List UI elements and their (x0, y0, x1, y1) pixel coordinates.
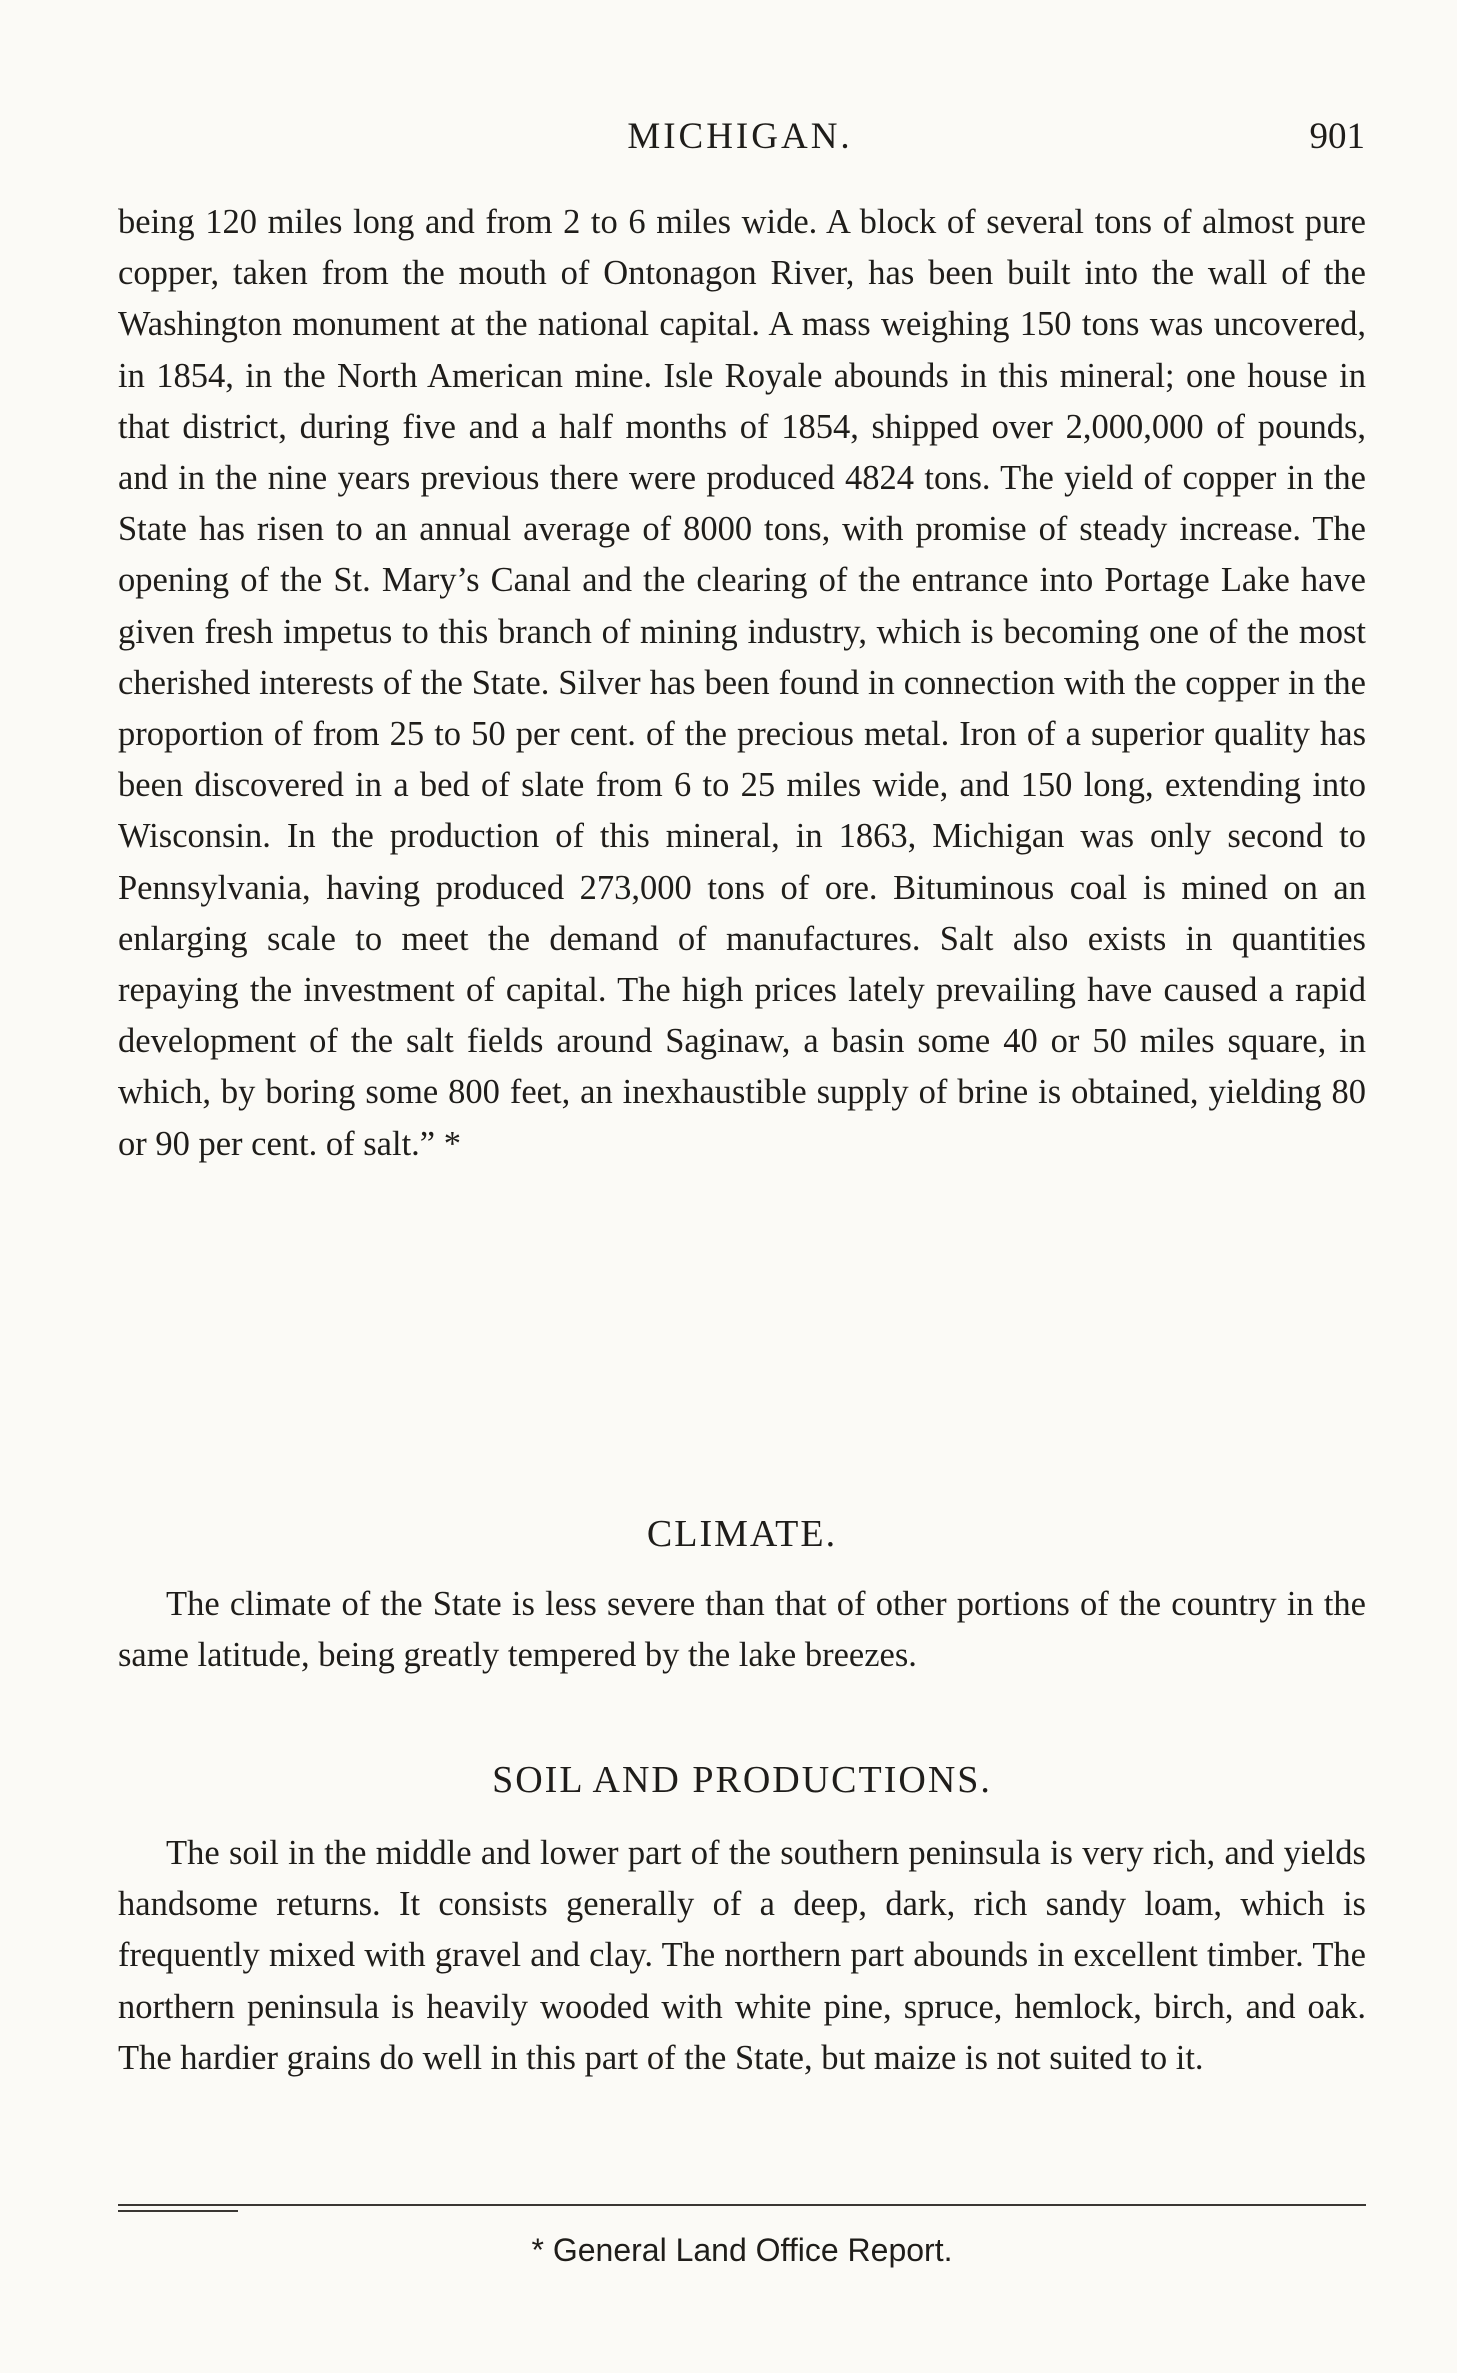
page-number: 901 (1309, 116, 1365, 157)
footnote-rule-short (118, 2210, 238, 2212)
footnote: * General Land Office Report. (531, 2232, 953, 2268)
paragraph-soil: The soil in the middle and lower part of the southern peninsula is very rich, and yields handsome returns. It consists generally of a deep, dark, rich sandy loam, which is frequently mixed with gravel and clay. The northern part abounds in excellent timber. The northern peninsula is heavily wooded with white pine, spruce, hemlock, birch, and oak. The hardier grains do well in this part of the State, but maize is not suited to it. (118, 1834, 1366, 2077)
paragraph-climate: The climate of the State is less severe than that of other portions of the country in the same latitude, being greatly tempered by the lake breezes. (118, 1585, 1366, 1675)
running-title: MICHIGAN. (627, 116, 853, 157)
heading-soil-and-productions: SOIL AND PRODUCTIONS. (492, 1759, 992, 1801)
footnote-rule (118, 2204, 1366, 2206)
paragraph-mining: being 120 miles long and from 2 to 6 miles wide. A block of several tons of almost pure copper, taken from the mouth of Ontonagon River, has been built into the wall of the Washington monument at the national capital. A mass weighing 150 tons was uncovered, in 1854, in the North American mine. Isle Royale abounds in this mineral; one house in that district, during five and a half months of 1854, shipped over 2,000,000 of pounds, and in the nine years previous there were produced 4824 tons. The yield of copper in the State has risen to an annual average of 8000 tons, with promise of steady increase. The opening of the St. Mary’s Canal and the clearing of the entrance into Portage Lake have given fresh impetus to this branch of mining industry, which is becoming one of the most cherished interests of the State. Silver has been found in connection with the copper in the proportion of from 25 to 50 per cent. of the precious metal. Iron of a superior quality has been discovered in a bed of slate from 6 to 25 miles wide, and 150 long, extending into Wisconsin. In the production of this mineral, in 1863, Michigan was only second to Pennsylvania, having produced 273,000 tons of ore. Bituminous coal is mined on an enlarging scale to meet the demand of manufactures. Salt also exists in quantities repaying the investment of capital. The high prices lately prevailing have caused a rapid development of the salt fields around Saginaw, a basin some 40 or 50 miles square, in which, by boring some 800 feet, an inexhaustible supply of brine is obtained, yielding 80 or 90 per cent. of salt.” * (118, 203, 1366, 1163)
heading-climate: CLIMATE. (646, 1513, 838, 1555)
running-head (115, 112, 1365, 162)
